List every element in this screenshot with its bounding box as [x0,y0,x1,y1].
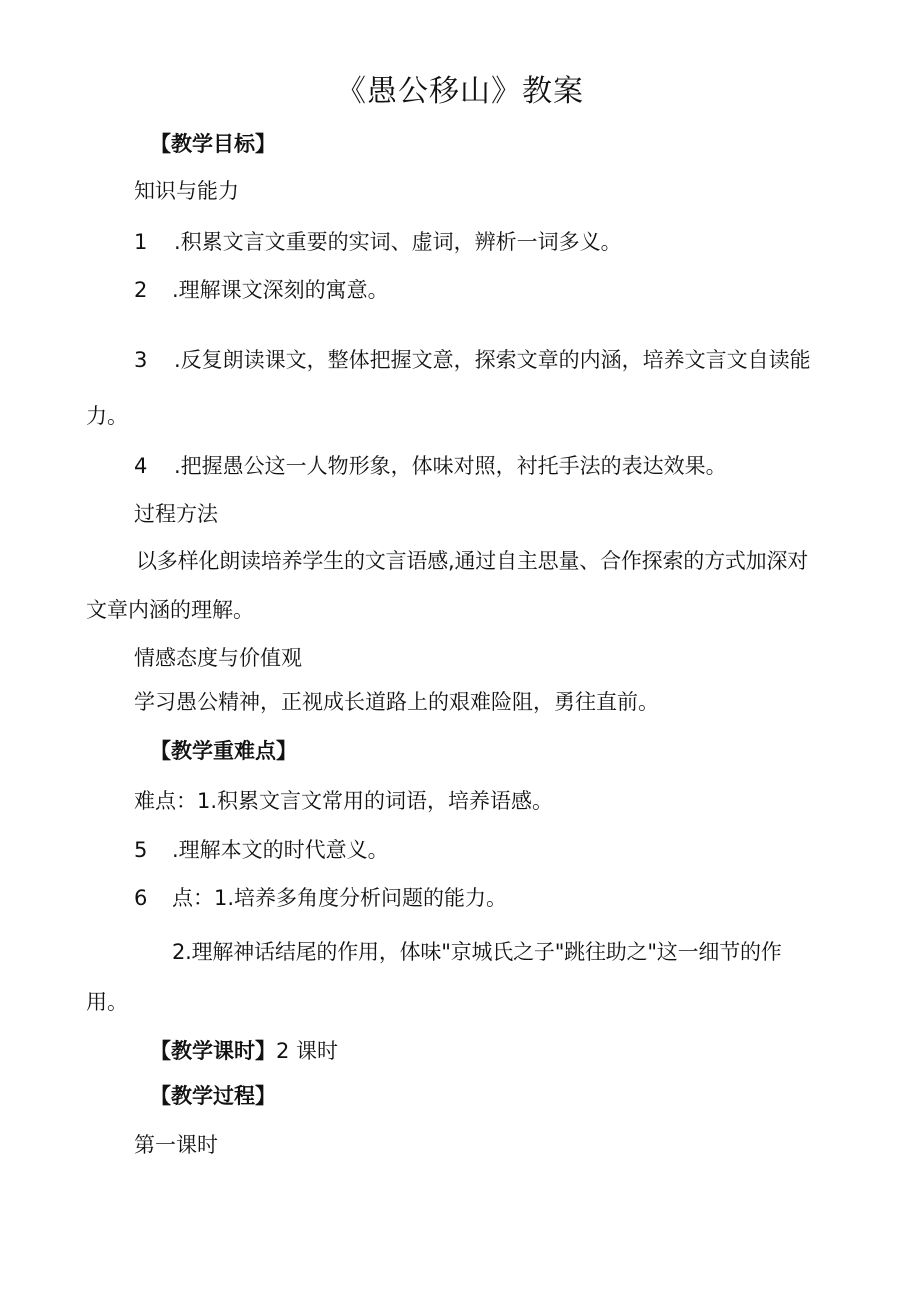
difficulty-item-6 [134,884,507,912]
item-number: 6 [134,886,148,910]
hours-label: 【教学课时】 [150,1039,276,1063]
difficulties-heading: 【教学重难点】 [150,739,297,763]
item-text: .理解课文深刻的寓意。 [172,278,389,302]
item-number: 5 [134,838,148,862]
hours-value: 2 课时 [276,1039,339,1063]
objective-item-4 [134,452,727,480]
process-section-heading: 【教学过程】 [150,1084,276,1108]
first-lesson-heading: 第一课时 [134,1133,218,1157]
process-text-line-2: 文章内涵的理解。 [86,598,254,622]
item-number: 2 [134,278,148,302]
difficulty-line-1: 难点：1.积累文言文常用的词语，培养语感。 [134,789,554,813]
difficulty-line-4-continuation: 用。 [86,990,128,1014]
item-text: 点：1.培养多角度分析问题的能力。 [172,886,508,910]
knowledge-heading: 知识与能力 [134,179,239,203]
item-text: .反复朗读课文，整体把握文意，探索文章的内涵，培养文言文自读能 [174,348,811,372]
item-number: 3 [134,348,148,372]
item-number: 1 [134,230,148,254]
objective-item-2 [134,276,389,304]
objectives-heading: 【教学目标】 [150,132,276,156]
emotion-heading: 情感态度与价值观 [134,646,302,670]
difficulty-item-5 [134,836,389,864]
objective-item-3-continuation: 力。 [86,404,128,428]
teaching-hours [150,1037,338,1065]
objective-item-3 [134,346,811,374]
process-heading: 过程方法 [134,502,218,526]
item-text: .理解本文的时代意义。 [172,838,389,862]
difficulty-line-4: 2.理解神话结尾的作用，体味"京城氏之子"跳往助之"这一细节的作 [172,940,782,964]
objective-item-1 [134,228,622,256]
item-number: 4 [134,454,148,478]
item-text: .积累文言文重要的实词、虚词，辨析一词多义。 [174,230,622,254]
item-text: .把握愚公这一人物形象，体味对照，衬托手法的表达效果。 [174,454,727,478]
process-text-line-1: 以多样化朗读培养学生的文言语感,通过自主思量、合作探索的方式加深对 [136,549,809,573]
document-title: 《愚公移山》教案 [336,74,584,109]
emotion-text: 学习愚公精神，正视成长道路上的艰难险阻，勇往直前。 [134,690,659,714]
